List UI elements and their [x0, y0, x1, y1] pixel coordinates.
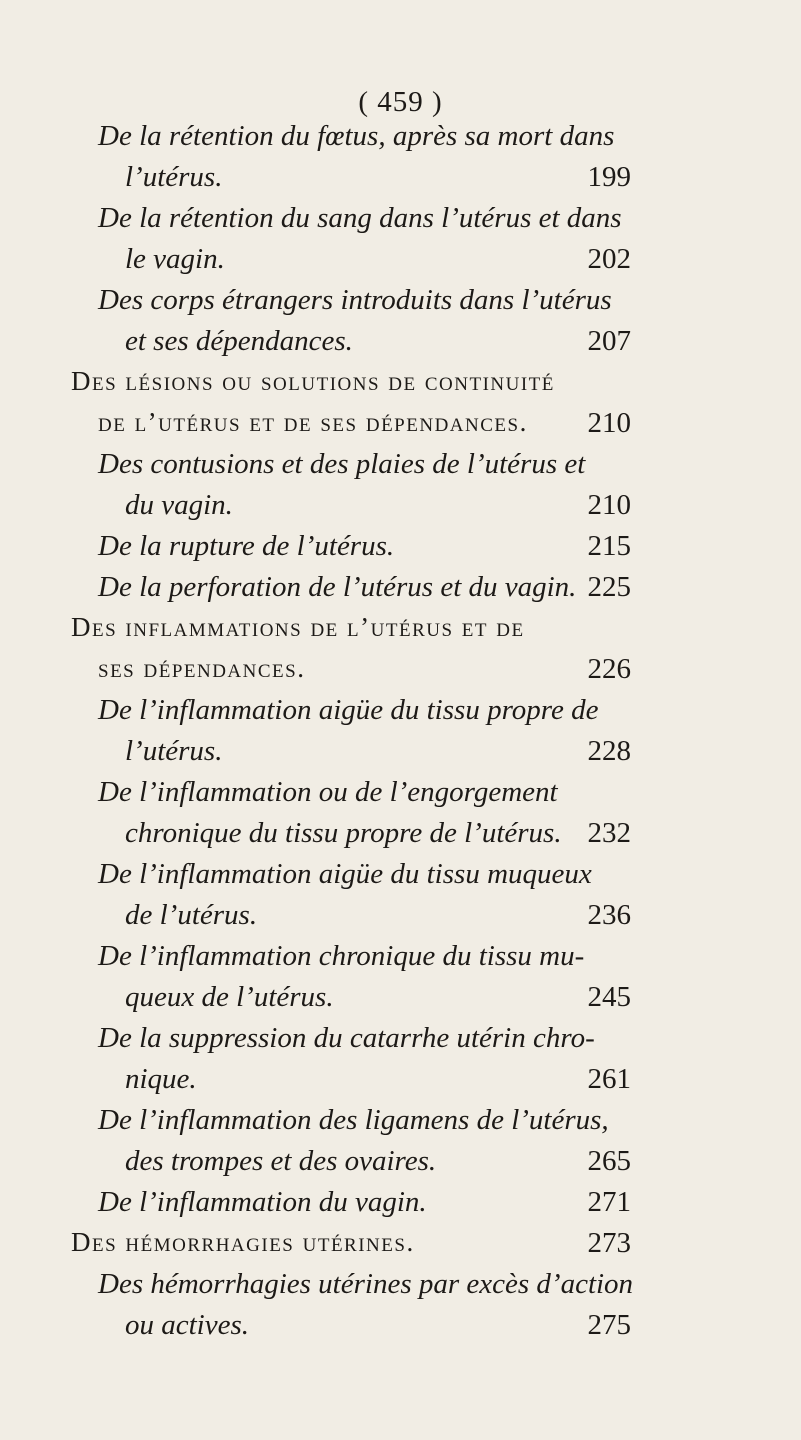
toc-page-number: 265 — [587, 1145, 631, 1177]
toc-line — [0, 243, 801, 281]
toc-line — [0, 694, 801, 732]
toc-line — [0, 530, 801, 568]
toc-entry-text: Des corps étrangers introduits dans l’utérus — [98, 284, 612, 316]
toc-section-heading: Des hémorrhagies utérines. — [71, 1227, 415, 1257]
toc-page-number: 275 — [587, 1309, 631, 1341]
toc-entry-text: le vagin. — [125, 243, 225, 275]
toc-line — [0, 1145, 801, 1183]
toc-line — [0, 653, 801, 691]
toc-page-number: 226 — [587, 653, 631, 685]
toc-line — [0, 284, 801, 322]
toc-page-number: 271 — [587, 1186, 631, 1218]
toc-entry-text: De l’inflammation aigüe du tissu muqueux — [98, 858, 592, 890]
page-number: ( 459 ) — [358, 86, 443, 118]
toc-entry-text: De l’inflammation des ligamens de l’utérus, — [98, 1104, 609, 1136]
toc-page-number: 261 — [587, 1063, 631, 1095]
toc-line — [0, 858, 801, 896]
toc-line — [0, 202, 801, 240]
toc-line — [0, 489, 801, 527]
toc-entry-text: De la rétention du fœtus, après sa mort dans — [98, 120, 615, 152]
toc-entry-text: De l’inflammation chronique du tissu mu- — [98, 940, 585, 972]
toc-entry-text: De la rupture de l’utérus. — [98, 530, 395, 562]
toc-page-number: 215 — [587, 530, 631, 562]
toc-line — [0, 776, 801, 814]
toc-entry-text: De l’inflammation ou de l’engorgement — [98, 776, 558, 808]
toc-section-heading: ses dépendances. — [98, 653, 306, 683]
toc-entry-text: Des hémorrhagies utérines par excès d’action — [98, 1268, 634, 1300]
toc-line — [0, 407, 801, 445]
toc-entry-text: De la rétention du sang dans l’utérus et dans — [98, 202, 622, 234]
toc-line — [0, 366, 801, 404]
toc-line — [0, 940, 801, 978]
toc-page-number: 225 — [587, 571, 631, 603]
toc-line — [0, 817, 801, 855]
toc-entry-text: nique. — [125, 1063, 197, 1095]
toc-line — [0, 120, 801, 158]
toc-entry-text: de l’utérus. — [125, 899, 258, 931]
toc-line — [0, 1104, 801, 1142]
toc-entry-text: et ses dépendances. — [125, 325, 353, 357]
toc-page-number: 210 — [587, 407, 631, 439]
toc-page-number: 228 — [587, 735, 631, 767]
toc-line — [0, 448, 801, 486]
toc-page-number: 232 — [587, 817, 631, 849]
toc-entry-text: De la suppression du catarrhe utérin chro- — [98, 1022, 595, 1054]
toc-section-heading: Des lésions ou solutions de continuité — [71, 366, 555, 396]
toc-line — [0, 1022, 801, 1060]
toc-entry-text: du vagin. — [125, 489, 233, 521]
toc-section-heading: Des inflammations de l’utérus et de — [71, 612, 525, 642]
toc-line — [0, 1063, 801, 1101]
toc-line — [0, 325, 801, 363]
toc-line — [0, 571, 801, 609]
toc-entry-text: ou actives. — [125, 1309, 250, 1341]
toc-page-number: 207 — [587, 325, 631, 357]
toc-entry-text: l’utérus. — [125, 735, 223, 767]
toc-line — [0, 161, 801, 199]
toc-page-number: 236 — [587, 899, 631, 931]
toc-section-heading: de l’utérus et de ses dépendances. — [98, 407, 528, 437]
toc-line — [0, 1268, 801, 1306]
toc-line — [0, 1186, 801, 1224]
toc-entry-text: l’utérus. — [125, 161, 223, 193]
toc-entry-text: chronique du tissu propre de l’utérus. — [125, 817, 562, 849]
toc-line — [0, 981, 801, 1019]
toc-line — [0, 1227, 801, 1265]
toc-line — [0, 735, 801, 773]
toc-entry-text: des trompes et des ovaires. — [125, 1145, 437, 1177]
toc-line — [0, 1309, 801, 1347]
toc-line — [0, 612, 801, 650]
toc-page-number: 273 — [587, 1227, 631, 1259]
toc-page-number: 245 — [587, 981, 631, 1013]
toc-page-number: 199 — [587, 161, 631, 193]
toc-entry-text: De l’inflammation du vagin. — [98, 1186, 427, 1218]
toc-line — [0, 899, 801, 937]
toc-entry-text: De l’inflammation aigüe du tissu propre de — [98, 694, 599, 726]
toc-page-number: 202 — [587, 243, 631, 275]
toc-page-number: 210 — [587, 489, 631, 521]
toc-entry-text: queux de l’utérus. — [125, 981, 334, 1013]
toc-entry-text: Des contusions et des plaies de l’utérus et — [98, 448, 586, 480]
toc-entry-text: De la perforation de l’utérus et du vagin. — [98, 571, 577, 603]
